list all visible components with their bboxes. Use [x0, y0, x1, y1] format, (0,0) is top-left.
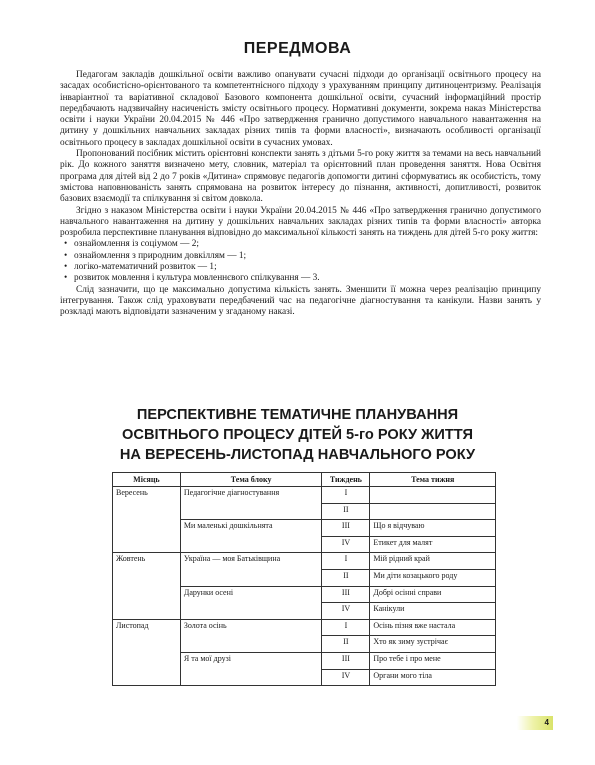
week-theme-cell: Про тебе і про мене: [370, 652, 496, 669]
week-theme-cell: Хто як зиму зустрічає: [370, 636, 496, 653]
block-theme-cell: Ми маленькі дошкільнята: [180, 520, 322, 553]
plan-table: [112, 472, 496, 686]
page-title: ПЕРЕДМОВА: [243, 40, 352, 57]
week-cell: I: [322, 553, 370, 570]
paragraph: Педагогам закладів дошкільної освіти важливо опанувати сучасні підходи до організації освітнього процесу на засадах особистісно-орієнтованого та компетентнісного підходу з урахуванням принципу дитиноцентризму. Реалізація інваріантної та варіативної складової Базового компонента дошкільної освіти, сучасний інформаційний простір передбачають надзвичайну насиченість змісту освітнього процесу. Нормативні документи, зокрема наказ Міністерства освіти і науки України 20.04.2015 № 446 «Про затвердження гранично допустимого навчального навантаження на дитину у дошкільних навчальних закладах різних типів та форми власності», визначають особливості організації освітнього процесу в закладах дошкільної освіти в сучасних умовах.: [60, 70, 541, 148]
week-cell: IV: [322, 603, 370, 620]
week-cell: II: [322, 569, 370, 586]
plan-title: [0, 405, 595, 465]
table-row: [113, 487, 496, 504]
paragraph: Слід зазначити, що це максимально допустима кількість занять. Зменшити її можна через реалізацію принципу інтегрування. Також слід ураховувати передбачений час на педагогічне діагностування та канікули. Назви занять у розкладі мають відповідати зазначеним у згаданому наказі.: [60, 284, 541, 318]
list-item: • логіко-математичний розвиток — 1;: [60, 262, 541, 273]
list-item: • ознайомлення з природним довкіллям — 1;: [60, 251, 541, 262]
table-header-row: [113, 473, 496, 487]
week-cell: IV: [322, 669, 370, 686]
week-theme-cell: Етикет для малят: [370, 536, 496, 553]
plan-title-line: ОСВІТНЬОГО ПРОЦЕСУ ДІТЕЙ 5-го РОКУ ЖИТТЯ: [122, 427, 473, 443]
week-cell: IV: [322, 536, 370, 553]
week-cell: II: [322, 636, 370, 653]
week-theme-cell: [370, 487, 496, 504]
week-theme-cell: Що я відчуваю: [370, 520, 496, 537]
list-item: • розвиток мовлення і культура мовленнєвого спілкування — 3.: [60, 273, 541, 284]
list-item: • ознайомлення із соціумом — 2;: [60, 239, 541, 250]
paragraph: Згідно з наказом Міністерства освіти і науки України 20.04.2015 № 446 «Про затвердження гранично допустимого навчального навантаження на дитину у дошкільних навчальних закладах різних типів та форми власності» авторка розробила перспективне планування відповідно до максимальної кількості занять на тиждень для дітей 5-го року життя:: [60, 205, 541, 239]
plan-title-line: НА ВЕРЕСЕНЬ-ЛИСТОПАД НАВЧАЛЬНОГО РОКУ: [119, 447, 476, 463]
week-cell: II: [322, 503, 370, 520]
week-theme-cell: Ми діти козацького роду: [370, 569, 496, 586]
week-theme-cell: Органи мого тіла: [370, 669, 496, 686]
block-theme-cell: Я та мої друзі: [180, 652, 322, 685]
lessons-list: [60, 239, 541, 284]
week-theme-cell: [370, 503, 496, 520]
page-number: 4: [517, 716, 553, 730]
plan-title-line: ПЕРСПЕКТИВНЕ ТЕМАТИЧНЕ ПЛАНУВАННЯ: [136, 407, 459, 423]
week-theme-cell: Добрі осінні справи: [370, 586, 496, 603]
week-theme-cell: Мій рідний край: [370, 553, 496, 570]
column-header: Тема блоку: [180, 473, 322, 487]
paragraph: Пропонований посібник містить орієнтовні конспекти занять з дітьми 5-го року життя за темами на весь навчальний рік. До кожного заняття визначено мету, словник, матеріал та орієнтовний план проведення заняття. Нова Освітня програма для дітей від 2 до 7 років «Дитина» спрямовує педагогів допомогти дитині сформуватись як особистість, тому змістова наповнюваність занять спрямована на розвиток інтересу до пізнання, активності, допитливості, розвиток базових взаємодії та спілкування зі світом довкола.: [60, 149, 541, 205]
week-cell: III: [322, 652, 370, 669]
month-cell: Жовтень: [113, 553, 181, 619]
table-row: [113, 553, 496, 570]
week-theme-cell: Канікули: [370, 603, 496, 620]
block-theme-cell: Педагогічне діагностування: [180, 487, 322, 520]
column-header: Місяць: [113, 473, 181, 487]
month-cell: Вересень: [113, 487, 181, 553]
table-row: [113, 619, 496, 636]
block-theme-cell: Дарунки осені: [180, 586, 322, 619]
week-theme-cell: Осінь пізня вже настала: [370, 619, 496, 636]
week-cell: III: [322, 586, 370, 603]
month-cell: Листопад: [113, 619, 181, 685]
week-cell: III: [322, 520, 370, 537]
week-cell: I: [322, 619, 370, 636]
block-theme-cell: Золота осінь: [180, 619, 322, 652]
column-header: Тиждень: [322, 473, 370, 487]
column-header: Тема тижня: [370, 473, 496, 487]
block-theme-cell: Україна — моя Батьківщина: [180, 553, 322, 586]
week-cell: I: [322, 487, 370, 504]
preface-body: [60, 70, 541, 319]
